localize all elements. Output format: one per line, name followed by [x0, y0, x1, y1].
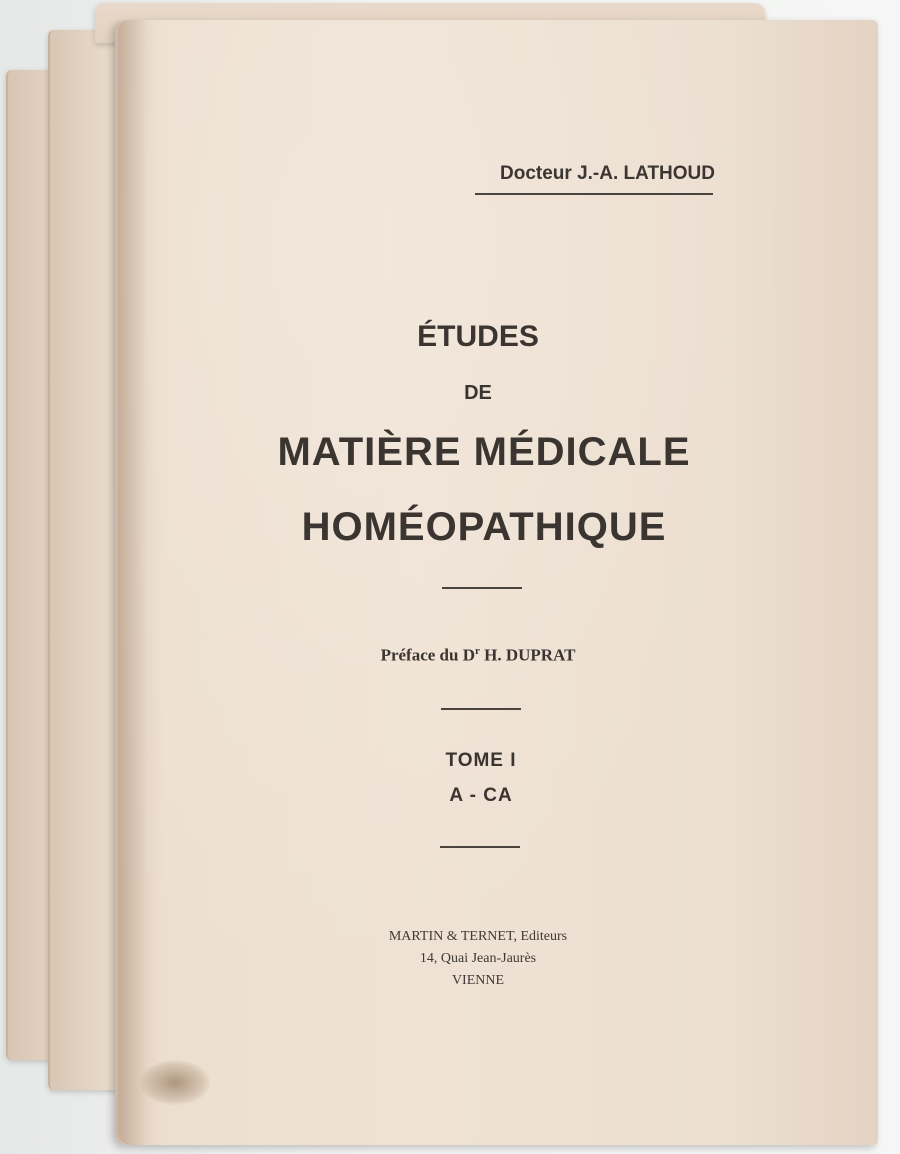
publisher-city: VIENNE [451, 973, 505, 988]
publisher-name: MARTIN & TERNET, Editeurs [388, 929, 568, 944]
title-de: DE [464, 382, 492, 404]
divider-rule [440, 846, 520, 848]
book-cover [115, 20, 878, 1145]
title-homeopathique: HOMÉOPATHIQUE [301, 505, 667, 549]
preface-prefix: Préface du D [380, 645, 475, 665]
preface-credit [278, 645, 678, 666]
title-etudes: ÉTUDES [417, 320, 539, 353]
author-name: Docteur J.-A. LATHOUD [500, 163, 715, 184]
publisher-address: 14, Quai Jean-Jaurès [419, 951, 537, 966]
divider-rule [442, 587, 522, 589]
title-matiere-medicale: MATIÈRE MÉDICALE [277, 430, 691, 474]
publisher-block [278, 926, 678, 992]
author-underline [475, 193, 713, 195]
volume-range: A - CA [449, 785, 513, 806]
divider-rule [441, 708, 521, 710]
preface-superscript: r [474, 645, 480, 657]
tome-label: TOME I [445, 750, 517, 771]
cover-spine-shadow [118, 20, 148, 1145]
preface-name: H. DUPRAT [479, 645, 576, 665]
